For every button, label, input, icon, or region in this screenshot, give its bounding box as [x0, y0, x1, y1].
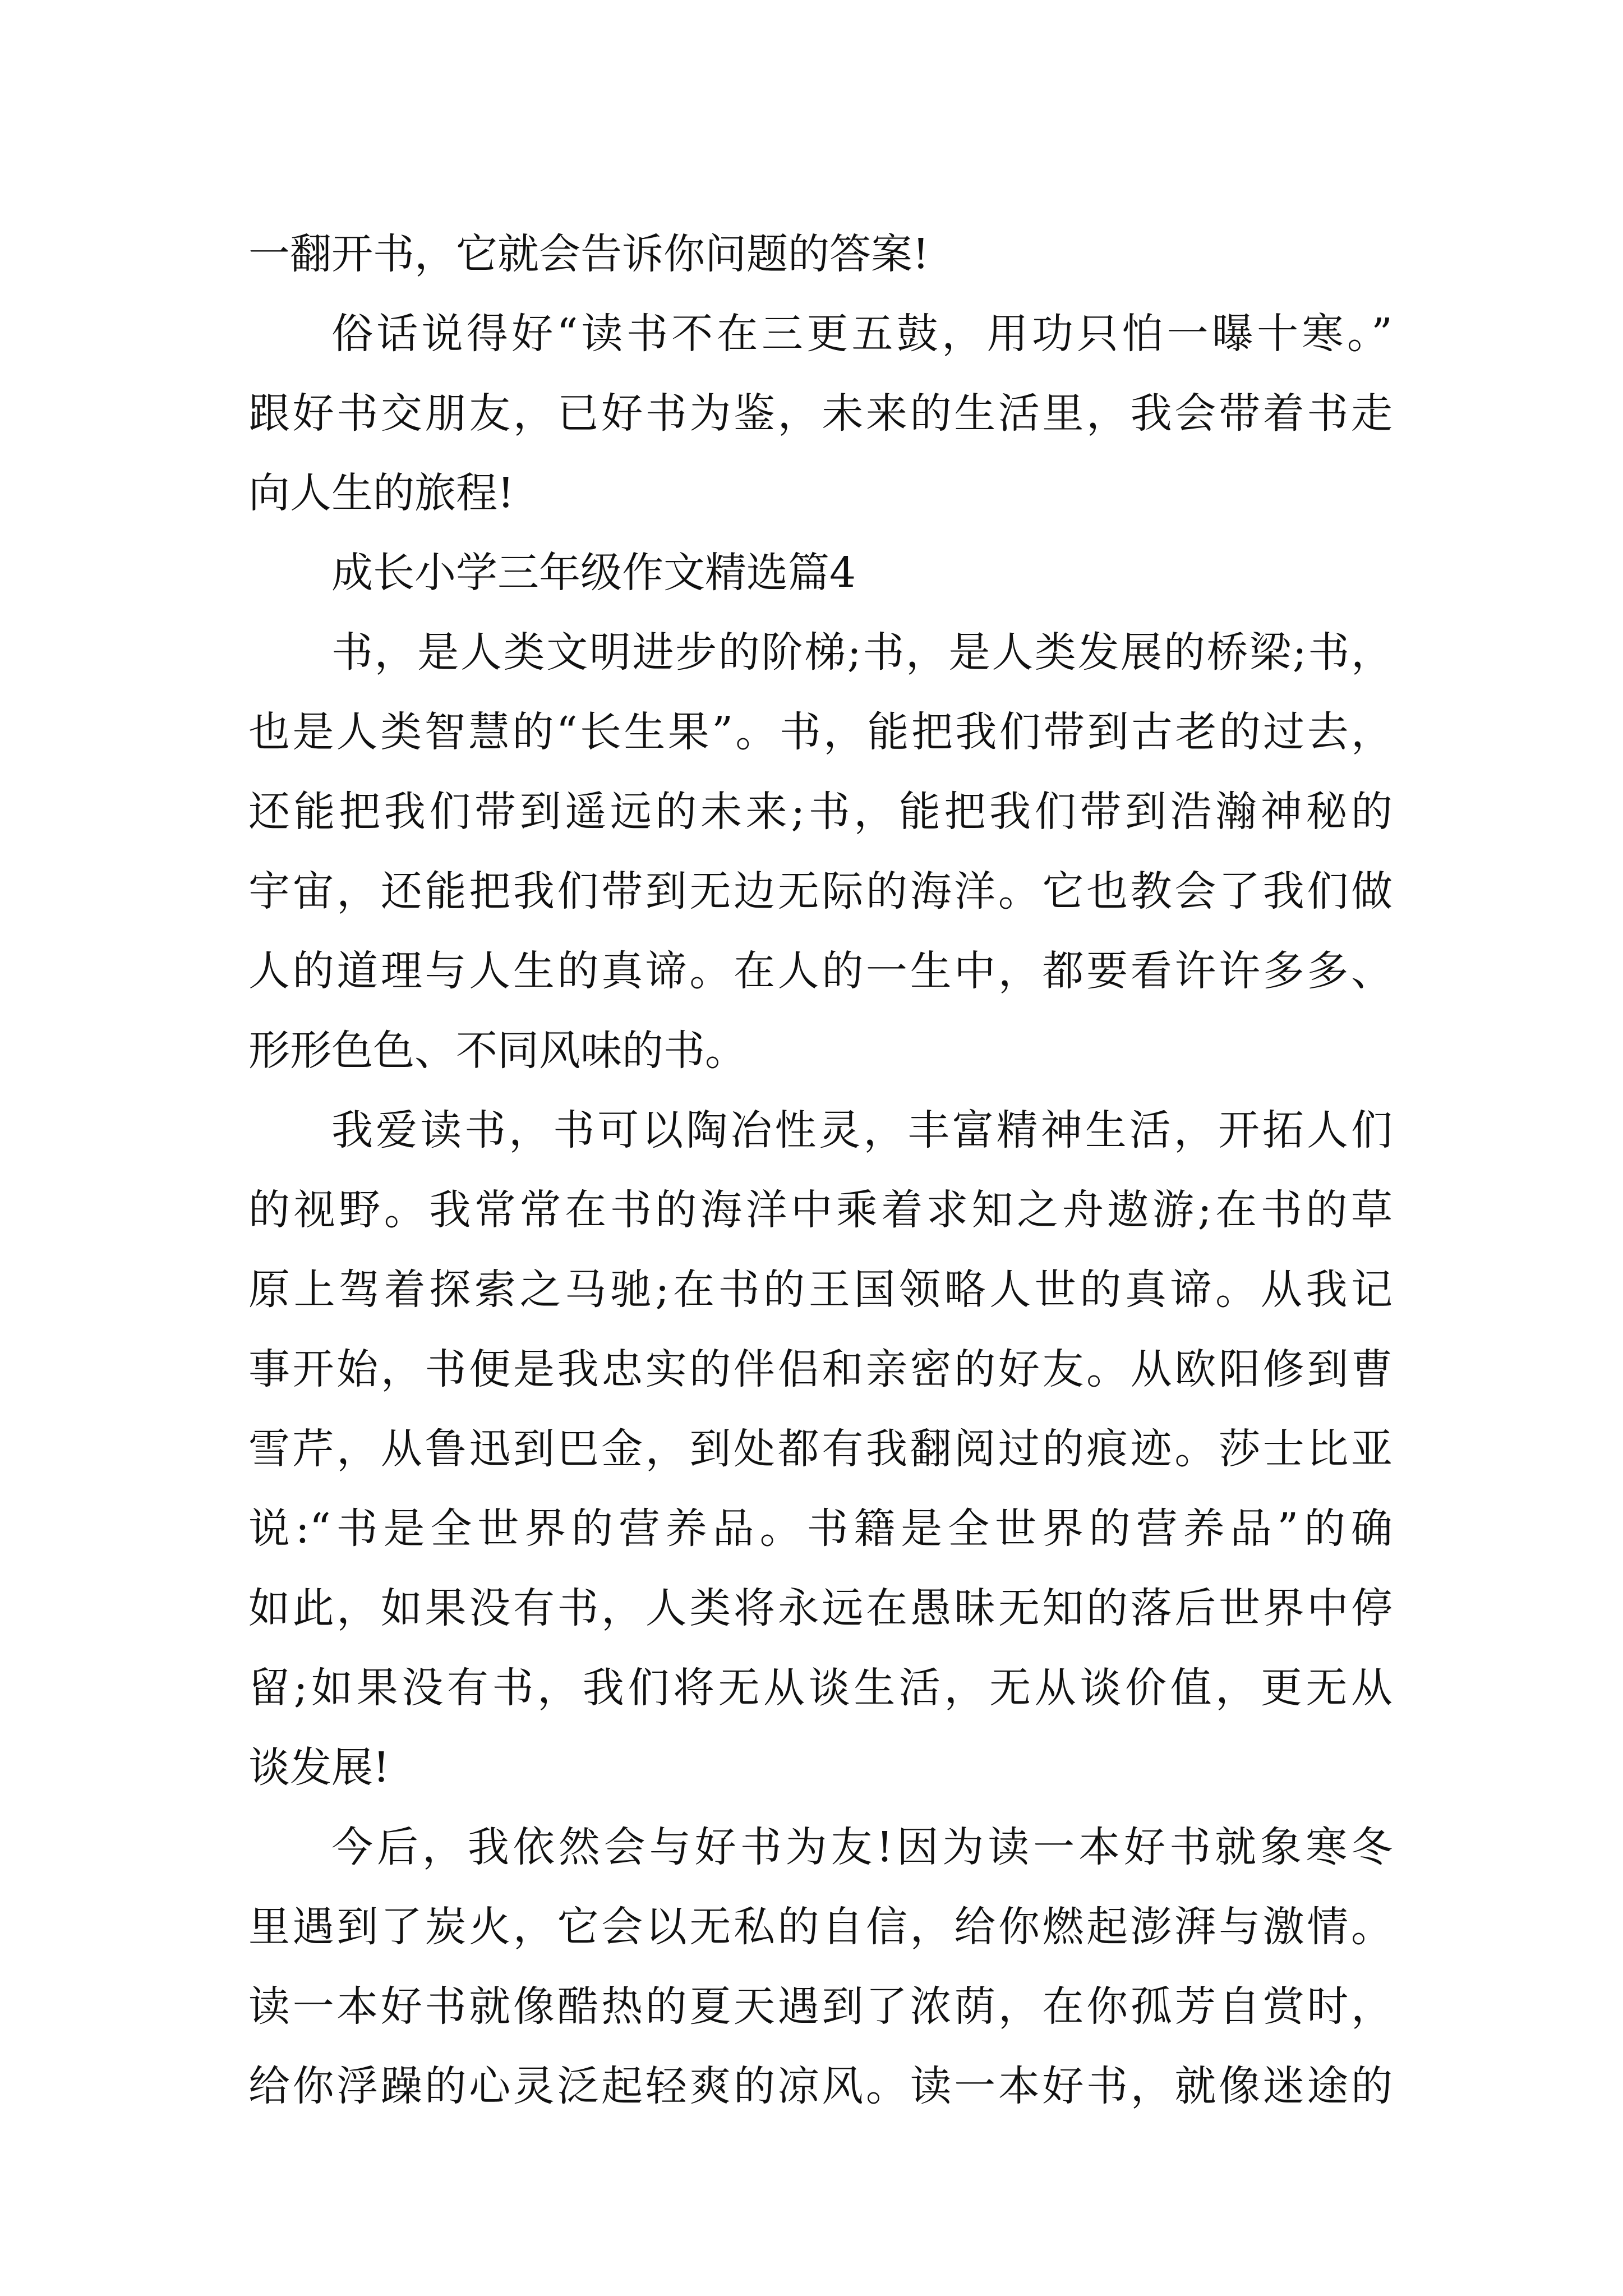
text-line: 一翻开书，它就会告诉你问题的答案! — [248, 230, 929, 278]
text-line: 我爱读书，书可以陶冶性灵，丰富精神生活，开拓人们 — [331, 1106, 1393, 1154]
text-line: 雪芹，从鲁迅到巴金，到处都有我翻阅过的痕迹。莎士比亚 — [248, 1425, 1393, 1473]
text-line: 里遇到了炭火，它会以无私的自信，给你燃起澎湃与激情。 — [248, 1903, 1393, 1951]
text-line: 读一本好书就像酷热的夏天遇到了浓荫，在你孤芳自赏时， — [248, 1982, 1393, 2031]
section-heading: 成长小学三年级作文精选篇4 — [331, 549, 856, 597]
text-line: 宇宙，还能把我们带到无边无际的海洋。它也教会了我们做 — [248, 867, 1393, 915]
text-line: 留;如果没有书，我们将无从谈生活，无从谈价值，更无从 — [248, 1664, 1393, 1712]
text-line: 谈发展! — [248, 1743, 390, 1792]
text-line: 也是人类智慧的“长生果”。书，能把我们带到古老的过去， — [248, 708, 1393, 756]
text-line: 原上驾着探索之马驰;在书的王国领略人世的真谛。从我记 — [248, 1266, 1393, 1314]
text-line: 给你浮躁的心灵泛起轻爽的凉风。读一本好书，就像迷途的 — [248, 2062, 1393, 2110]
text-line: 今后，我依然会与好书为友!因为读一本好书就象寒冬 — [331, 1823, 1393, 1871]
text-line: 如此，如果没有书，人类将永远在愚昧无知的落后世界中停 — [248, 1584, 1393, 1632]
text-line: 还能把我们带到遥远的未来;书，能把我们带到浩瀚神秘的 — [248, 788, 1393, 836]
text-line: 形形色色、不同风味的书。 — [248, 1027, 746, 1075]
text-line: 俗话说得好“读书不在三更五鼓，用功只怕一曝十寒。” — [331, 310, 1393, 358]
text-line: 书，是人类文明进步的阶梯;书，是人类发展的桥梁;书， — [331, 628, 1393, 677]
document-body — [248, 214, 1393, 2126]
text-line: 向人生的旅程! — [248, 469, 514, 517]
text-line: 事开始，书便是我忠实的伴侣和亲密的好友。从欧阳修到曹 — [248, 1345, 1393, 1393]
text-line: 说:“书是全世界的营养品。书籍是全世界的营养品”的确 — [248, 1504, 1393, 1553]
text-line: 跟好书交朋友，已好书为鉴，未来的生活里，我会带着书走 — [248, 389, 1393, 438]
text-line: 的视野。我常常在书的海洋中乘着求知之舟遨游;在书的草 — [248, 1186, 1393, 1234]
text-line: 人的道理与人生的真谛。在人的一生中，都要看许许多多、 — [248, 947, 1393, 995]
